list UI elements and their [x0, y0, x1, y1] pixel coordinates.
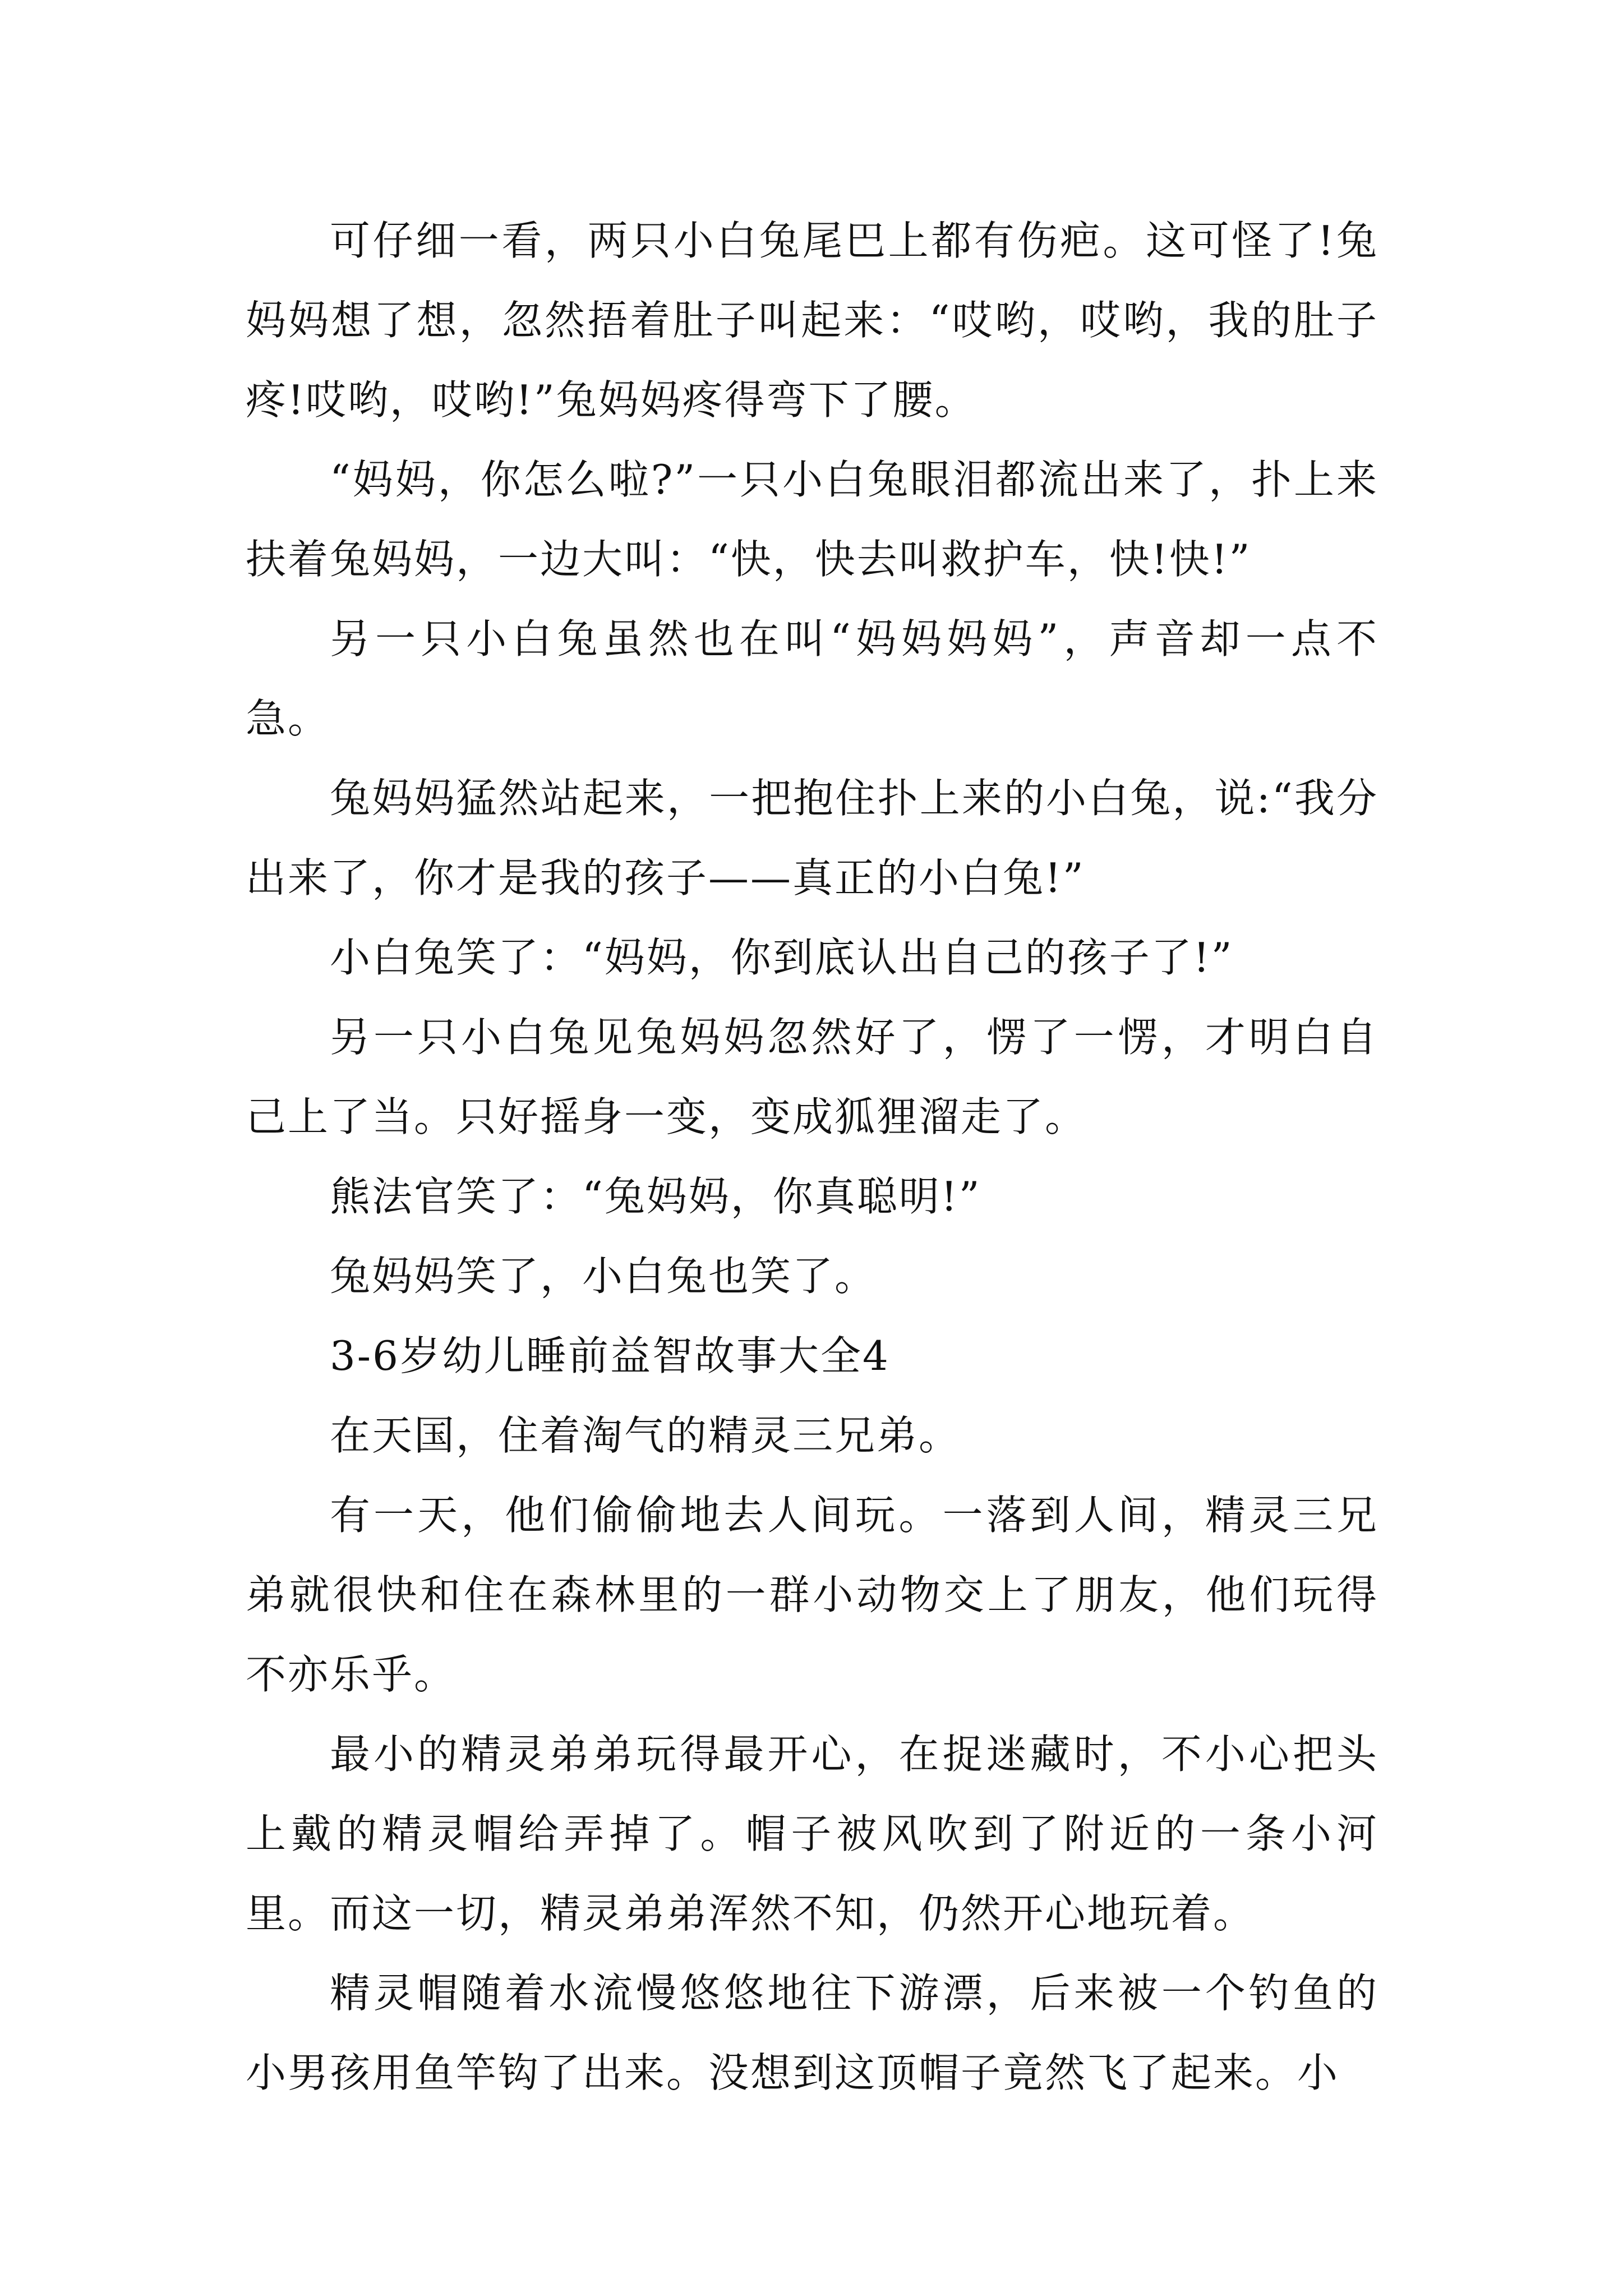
paragraph-10: 在天国，住着淘气的精灵三兄弟。 — [330, 1412, 961, 1459]
paragraph-7: 熊法官笑了：“兔妈妈，你真聪明!” — [330, 1173, 981, 1220]
paragraph-11: 有一天，他们偷偷地去人间玩。一落到人间，精灵三兄弟就很快和住在森林里的一群小动物交上了朋友，他们玩得不亦乐乎。 — [246, 1492, 1378, 1698]
paragraph-4: 兔妈妈猛然站起来，一把抱住扑上来的小白兔，说:“我分出来了，你才是我的孩子——真正的小白兔!” — [246, 775, 1378, 901]
paragraph-1: 可仔细一看，两只小白兔尾巴上都有伤疤。这可怪了!兔妈妈想了想，忽然捂着肚子叫起来：“哎哟，哎哟，我的肚子疼!哎哟，哎哟!”兔妈妈疼得弯下了腰。 — [246, 217, 1378, 424]
paragraph-2: “妈妈，你怎么啦?”一只小白兔眼泪都流出来了，扑上来扶着兔妈妈，一边大叫：“快，快去叫救护车，快!快!” — [246, 456, 1378, 583]
paragraph-6: 另一只小白兔见兔妈妈忽然好了，愣了一愣，才明白自己上了当。只好摇身一变，变成狐狸溜走了。 — [246, 1014, 1378, 1140]
paragraph-12: 最小的精灵弟弟玩得最开心，在捉迷藏时，不小心把头上戴的精灵帽给弄掉了。帽子被风吹到了附近的一条小河里。而这一切，精灵弟弟浑然不知，仍然开心地玩着。 — [246, 1731, 1378, 1937]
story-text — [246, 201, 1378, 2113]
paragraph-13: 精灵帽随着水流慢悠悠地往下游漂，后来被一个钓鱼的小男孩用鱼竿钩了出来。没想到这顶帽子竟然飞了起来。小 — [246, 1970, 1378, 2096]
paragraph-5: 小白兔笑了：“妈妈，你到底认出自己的孩子了!” — [330, 934, 1234, 981]
paragraph-8: 兔妈妈笑了，小白兔也笑了。 — [330, 1253, 877, 1300]
story-heading: 3-6岁幼儿睡前益智故事大全4 — [330, 1332, 890, 1379]
paragraph-3: 另一只小白兔虽然也在叫“妈妈妈妈”，声音却一点不急。 — [246, 615, 1378, 742]
